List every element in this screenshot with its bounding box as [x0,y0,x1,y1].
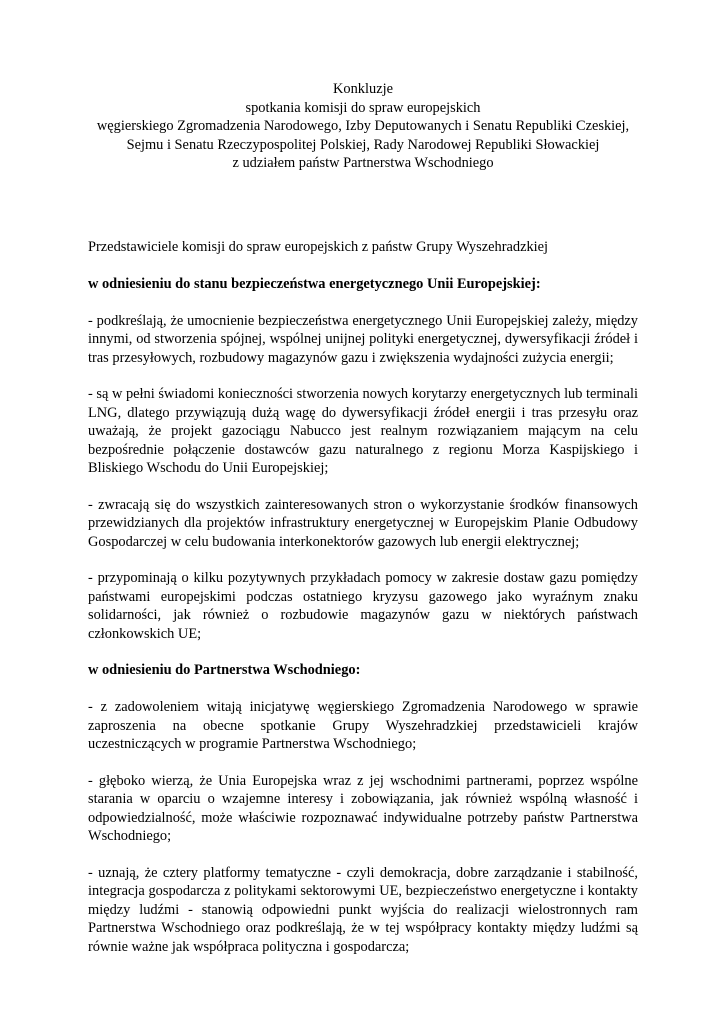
paragraph: - są w pełni świadomi konieczności stworzenia nowych korytarzy energetycznych lub terminali LNG, dlatego przywiązują dużą wagę do dywersyfikacji źródeł energii i tras przesyłu oraz uważają, że projekt gazociągu Nabucco jest realnym rozwiązaniem mającym na celu bezpośrednie połączenie dostawców gazu naturalnego z regionu Morza Kaspijskiego i Bliskiego Wschodu do Unii Europejskiej; [88,386,638,476]
paragraph: - uznają, że cztery platformy tematyczne - czyli demokracja, dobre zarządzanie i stabilność, integracja gospodarcza z politykami sektorowymi UE, bezpieczeństwo energetyczne i kontakty między ludźmi - stanowią odpowiedni punkt wyjścia do realizacji wielostronnych ram Partnerstwa Wschodniego oraz podkreślają, że w tej współpracy kontakty między ludźmi są równie ważne jak współpraca polityczna i gospodarcza; [88,864,638,955]
paragraph: - podkreślają, że umocnienie bezpieczeństwa energetycznego Unii Europejskiej zależy, między innymi, od stworzenia spójnej, wspólnej unijnej polityki energetycznej, dywersyfikacji źródeł i tras przesyłowych, rozbudowy magazynów gazu i zwiększenia wydajności zużycia energii; [88,312,638,366]
intro-text: Przedstawiciele komisji do spraw europejskich z państw Grupy Wyszehradzkiej [88,238,549,255]
document-page [88,80,638,956]
title-line-1: Konkluzje [333,81,393,97]
section-heading-energy-security: w odniesieniu do stanu bezpieczeństwa energetycznego Unii Europejskiej: [88,275,541,292]
paragraph: - zwracają się do wszystkich zainteresowanych stron o wykorzystanie środków finansowych przewidzianych dla projektów infrastruktury energetycznej w Europejskim Planie Odbudowy Gospodarczej w celu budowania interkonektorów gazowych lub energii elektrycznej; [88,496,638,550]
title-line-3: węgierskiego Zgromadzenia Narodowego, Izby Deputowanych i Senatu Republiki Czeskiej, [96,118,630,134]
section-heading-eastern-partnership: w odniesieniu do Partnerstwa Wschodniego: [88,662,361,678]
paragraph: - głęboko wierzą, że Unia Europejska wraz z jej wschodnimi partnerami, poprzez wspólne starania w oparciu o wzajemne interesy i zobowiązania, jak również wspólną własność i odpowiedzialność, może właściwie rozpoznawać indywidualne potrzeby państw Partnerstwa Wschodniego; [88,772,638,844]
title-line-2: spotkania komisji do spraw europejskich [245,99,481,116]
title-line-5: z udziałem państw Partnerstwa Wschodniego [232,155,494,171]
paragraph: - przypominają o kilku pozytywnych przykładach pomocy w zakresie dostaw gazu pomiędzy państwami europejskimi podczas ostatniego kryzysu gazowego jako wyraźnym znaku solidarności, jak również o rozbudowie magazynów gazu w niektórych państwach członkowskich UE; [88,570,638,642]
title-line-4: Sejmu i Senatu Rzeczypospolitej Polskiej, Rady Narodowej Republiki Słowackiej [126,136,600,153]
document-title [88,80,638,173]
paragraph: - z zadowoleniem witają inicjatywę węgierskiego Zgromadzenia Narodowego w sprawie zaproszenia na obecne spotkanie Grupy Wyszehradzkiej przedstawicieli krajów uczestniczących w programie Partnerstwa Wschodniego; [88,699,638,752]
